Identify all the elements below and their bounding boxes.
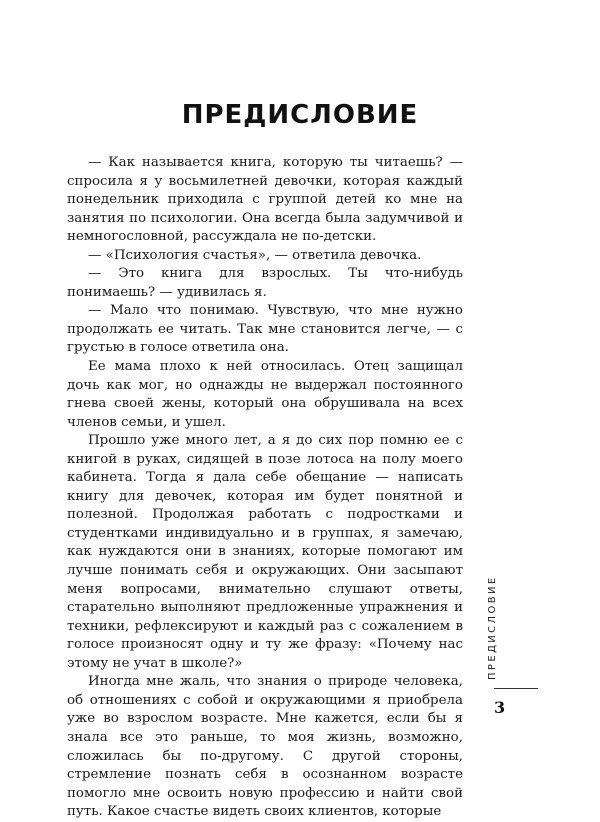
paragraph: — Мало что понимаю. Чувствую, что мне нужно продолжать ее читать. Так мне становится легче, — с грустью в голосе ответила она. bbox=[67, 303, 463, 356]
paragraph: Прошло уже много лет, а я до сих пор помню ее с книгой в руках, сидящей в позе лотоса на полу моего кабинета. Тогда я дала себе обещание — написать книгу для девочек, которая им будет понятной и полезной. Продолжая работать с подростками и студентками индивидуально и в группах, я замечаю, как нуждаются они в знаниях, которые помогают им лучше понимать себя и окружающих. Они засыпают меня вопросами, внимательно слушают ответы, старательно выполняют предложенные упражнения и техники, рефлексируют и каждый раз с сожалением в голосе произносят одну и ту же фразу: «Почему нас этому не учат в школе?» bbox=[67, 433, 463, 671]
paragraph: — «Психология счастья», — ответила девочка. bbox=[88, 247, 422, 263]
paragraph: — Как называется книга, которую ты читаешь? — спросила я у восьмилетней девочки, которая каждый понедельник приходила с группой детей ко мне на занятия по психологии. Она всегда была задумчивой и немногословной, рассуждала не по-детски. bbox=[67, 155, 463, 245]
body-text bbox=[67, 154, 463, 822]
chapter-title: ПРЕДИСЛОВИЕ bbox=[181, 100, 419, 130]
paragraph: Иногда мне жаль, что знания о природе человека, об отношениях с собой и окружающими я приобрела уже во взрослом возрасте. Мне кажется, если бы я знала все это раньше, то моя жизнь, возможно, сложилась бы по-другому. С другой стороны, стремление познать себя в осознанном возрасте помогло мне освоить новую профессию и найти свой путь. Какое счастье видеть своих клиентов, которые bbox=[67, 674, 463, 820]
page-number: 3 bbox=[494, 698, 506, 717]
running-head: ПРЕДИСЛОВИЕ bbox=[487, 575, 498, 680]
folio-divider bbox=[494, 688, 538, 689]
paragraph: Ее мама плохо к ней относилась. Отец защищал дочь как мог, но однажды не выдержал постоянного гнева своей жены, который она обрушивала на всех членов семьи, и ушел. bbox=[67, 359, 463, 430]
paragraph: — Это книга для взрослых. Ты что-нибудь понимаешь? — удивилась я. bbox=[67, 266, 463, 300]
